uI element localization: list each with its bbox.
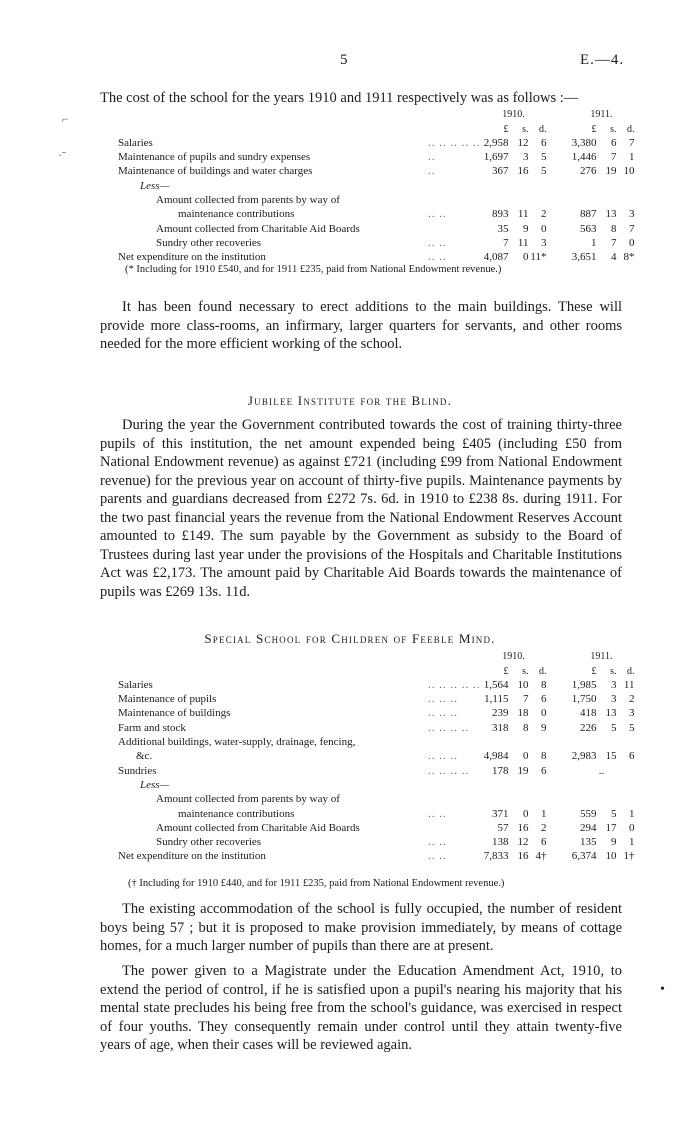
row-label: Amount collected from Charitable Aid Boards — [156, 222, 360, 235]
page-number: 5 — [340, 52, 348, 68]
pound-header: £ — [591, 665, 597, 677]
table-row: Salaries .. .. .. .. .. 1,564 10 8 1,985 3 11 — [118, 677, 635, 691]
row-label: Sundry other recoveries — [156, 236, 262, 249]
table-row: maintenance contributions .. .. 893 11 2 887 13 3 — [118, 206, 635, 220]
table-row: &c. .. .. .. 4,984 0 8 2,983 15 6 — [118, 748, 635, 762]
net-row: Net expenditure on the institution .. .. 4,087 0 11* 3,651 4 8* — [118, 249, 635, 263]
shilling-header: s. — [522, 123, 529, 135]
footnote: (* Including for 1910 £540, and for 1911 £235, paid from National Endowment revenue.) — [125, 264, 502, 275]
school-cost-table — [118, 106, 635, 263]
margin-dot: • — [660, 982, 665, 997]
row-label: Additional buildings, water-supply, drainage, fencing, — [118, 736, 356, 749]
row-label: Sundry other recoveries — [156, 836, 262, 849]
accommodation-paragraph: The existing accommodation of the school is fully occupied, the number of resident boys being 57 ; but it is proposed to make provision immediately, by means of cottage homes, for a much larger number of pupils than there are at present. — [100, 901, 622, 954]
pound-header: £ — [503, 665, 509, 677]
row-label-continued: maintenance contributions — [178, 807, 295, 820]
footnote: († Including for 1910 £440, and for 1911 £235, paid from National Endowment revenue.) — [128, 878, 505, 889]
table-row: maintenance contributions .. .. 371 0 1 559 5 1 — [118, 805, 635, 819]
year-1910-label: 1910. — [502, 109, 525, 121]
shilling-header: s. — [522, 665, 529, 677]
less-heading-row — [118, 777, 635, 791]
less-label: Less— — [140, 179, 170, 192]
table-row: Amount collected from Charitable Aid Boards 35 9 0 563 8 7 — [118, 220, 635, 234]
table-year-row — [118, 648, 635, 662]
feeble-mind-heading: Special School for Children of Feeble Mind. — [204, 631, 496, 646]
row-label: Net expenditure on the institution — [118, 251, 266, 264]
row-label-continued: &c. — [136, 750, 153, 763]
table-row: Maintenance of buildings .. .. .. 239 18 0 418 13 3 — [118, 705, 635, 719]
pence-header: d. — [627, 665, 635, 677]
table-row: Maintenance of pupils and sundry expenses .. 1,697 3 5 1,446 7 1 — [118, 149, 635, 163]
empty-value-mark: .. — [598, 764, 605, 777]
feeble-mind-cost-table — [118, 648, 635, 862]
jubilee-heading: Jubilee Institute for the Blind. — [247, 393, 453, 408]
row-label-continued: maintenance contributions — [178, 208, 295, 221]
school-cost-intro: The cost of the school for the years 1910 and 1911 respectively was as follows :— — [100, 90, 579, 106]
pound-header: £ — [503, 123, 509, 135]
pence-header: d. — [539, 665, 547, 677]
table-row — [118, 192, 635, 206]
less-label: Less— — [140, 778, 170, 791]
pence-header: d. — [627, 123, 635, 135]
row-label: Maintenance of pupils and sundry expenses — [118, 151, 311, 164]
jubilee-paragraph: During the year the Government contributed towards the cost of training thirty-three pupils of this institution, the net amount expended being £405 (including £50 from National Endowment revenue) as against £721 (including £99 from National Endowment revenue) for the previous year on account of thirty-five pupils. Maintenance payments by parents and guardians decreased from £272 7s. 6d. in 1910 to £238 8s. during 1911. For the two past financial years the revenue from the National Endowment Reserves Account amounted to £149. The sum payable by the Government as subsidy to the Board of Trustees during last year under the provisions of the Hospitals and Charitable Institutions Act was £2,173. The amount paid by Charitable Aid Boards towards the maintenance of pupils was £269 13s. 11d. — [100, 417, 622, 600]
year-1910-label: 1910. — [502, 651, 525, 663]
year-1911-label: 1911. — [590, 109, 613, 121]
shilling-header: s. — [610, 665, 617, 677]
row-label: Maintenance of buildings — [118, 707, 231, 720]
row-label: Farm and stock — [118, 721, 186, 734]
row-label: Salaries — [118, 136, 153, 149]
table-currency-row — [118, 662, 635, 676]
pound-header: £ — [591, 123, 597, 135]
shilling-header: s. — [610, 123, 617, 135]
margin-mark: ·ˉ — [58, 148, 66, 162]
net-row: Net expenditure on the institution .. .. 7,833 16 4† 6,374 10 1† — [118, 848, 635, 862]
table-row: Sundry other recoveries .. .. 138 12 6 135 9 1 — [118, 834, 635, 848]
table-row: Amount collected from Charitable Aid Boards 57 16 2 294 17 0 — [118, 820, 635, 834]
table-currency-row — [118, 120, 635, 134]
row-label: Amount collected from Charitable Aid Boards — [156, 821, 360, 834]
row-label: Maintenance of pupils — [118, 693, 217, 706]
row-label: Salaries — [118, 678, 153, 691]
table-row: Farm and stock .. .. .. .. 318 8 9 226 5 5 — [118, 719, 635, 733]
less-heading-row — [118, 177, 635, 191]
report-reference: E.—4. — [580, 52, 625, 68]
table-row: Sundries .. .. .. .. 178 19 6 .. — [118, 762, 635, 776]
row-label: Net expenditure on the institution — [118, 850, 266, 863]
table-row: Sundry other recoveries .. .. 7 11 3 1 7 0 — [118, 235, 635, 249]
table-row — [118, 734, 635, 748]
table-row: Salaries .. .. .. .. .. 2,958 12 6 3,380 6 7 — [118, 135, 635, 149]
row-label: Sundries — [118, 764, 157, 777]
table-year-row — [118, 106, 635, 120]
margin-mark: ⌐ — [62, 112, 69, 126]
row-label: Amount collected from parents by way of — [156, 793, 340, 806]
table-row — [118, 791, 635, 805]
row-label: Maintenance of buildings and water charges — [118, 165, 313, 178]
table-row: Maintenance of buildings and water charges .. 367 16 5 276 19 10 — [118, 163, 635, 177]
additions-paragraph: It has been found necessary to erect additions to the main buildings. These will provide more class-rooms, an infirmary, larger quarters for servants, and other rooms needed for the more efficient working of the school. — [100, 299, 622, 352]
control-paragraph: The power given to a Magistrate under the Education Amendment Act, 1910, to extend the period of control, if he is satisfied upon a pupil's nearing his majority that his mental state precludes his being free from the school's guidance, was exercised in respect of four youths. They consequently remain under control until they attain twenty-five years of age, when their cases will be reviewed again. — [100, 963, 622, 1053]
table-row: Maintenance of pupils .. .. .. 1,115 7 6 1,750 3 2 — [118, 691, 635, 705]
row-label: Amount collected from parents by way of — [156, 194, 340, 207]
year-1911-label: 1911. — [590, 651, 613, 663]
pence-header: d. — [539, 123, 547, 135]
